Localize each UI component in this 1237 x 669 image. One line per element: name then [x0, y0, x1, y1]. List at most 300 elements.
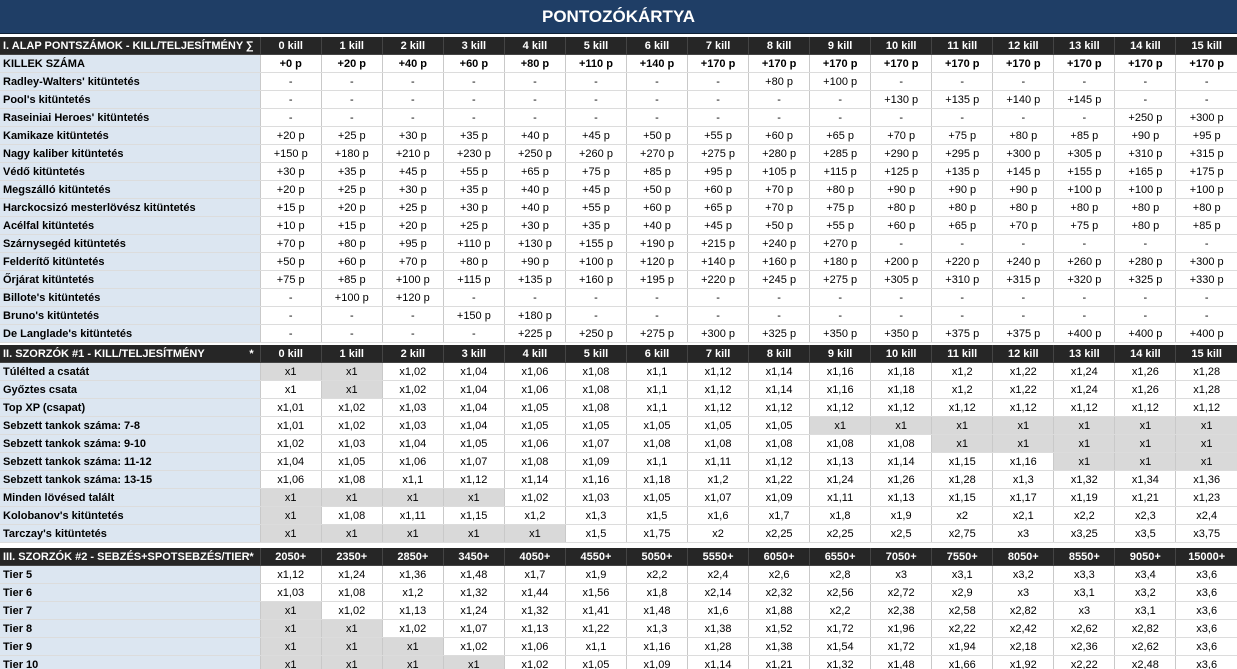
table-cell: - [565, 73, 626, 91]
table-cell: +350 p [871, 325, 932, 343]
table-cell: x1 [993, 435, 1054, 453]
table-cell: +140 p [688, 253, 749, 271]
column-header: 7550+ [932, 548, 993, 566]
table-cell: x1 [1054, 417, 1115, 435]
table-cell: x2,82 [993, 602, 1054, 620]
table-cell: - [688, 289, 749, 307]
table-cell: x1,22 [993, 363, 1054, 381]
table-cell: +40 p [626, 217, 687, 235]
table-cell: x2,25 [749, 525, 810, 543]
table-cell: x2,75 [932, 525, 993, 543]
column-header: 2050+ [260, 548, 321, 566]
table-cell: x1 [260, 507, 321, 525]
table-row [0, 91, 1237, 109]
table-cell: x1,48 [626, 602, 687, 620]
table-cell: x1,48 [443, 566, 504, 584]
table-cell: +70 p [260, 235, 321, 253]
table-cell: - [749, 289, 810, 307]
table-cell: +50 p [626, 181, 687, 199]
table-row [0, 399, 1237, 417]
table-cell: +170 p [871, 55, 932, 73]
section-header-row [0, 345, 1237, 363]
table-cell: - [626, 109, 687, 127]
table-cell: - [871, 109, 932, 127]
table-cell: x1,32 [810, 656, 871, 669]
table-cell: - [932, 109, 993, 127]
table-cell: x1,92 [993, 656, 1054, 669]
column-header: 5050+ [626, 548, 687, 566]
table-cell: x1,8 [810, 507, 871, 525]
table-cell: x1,24 [321, 566, 382, 584]
table-cell: x1,1 [382, 471, 443, 489]
table-cell: x1,23 [1176, 489, 1237, 507]
table-cell: x1 [321, 489, 382, 507]
table-cell: x1,12 [810, 399, 871, 417]
section-title-text: II. SZORZÓK #1 - KILL/TELJESÍTMÉNY [3, 347, 205, 360]
table-cell: x2,58 [932, 602, 993, 620]
table-cell: x1,16 [810, 363, 871, 381]
table-cell: +275 p [626, 325, 687, 343]
table-cell: x1,7 [749, 507, 810, 525]
table-cell: +170 p [932, 55, 993, 73]
table-cell: +155 p [565, 235, 626, 253]
table-cell: x1,12 [443, 471, 504, 489]
table-cell: - [932, 73, 993, 91]
column-header: 8 kill [749, 37, 810, 55]
table-cell: - [688, 109, 749, 127]
table-cell: x1,02 [382, 381, 443, 399]
column-header: 7 kill [688, 37, 749, 55]
column-header: 3 kill [443, 37, 504, 55]
table-cell: - [504, 73, 565, 91]
table-cell: - [565, 289, 626, 307]
table-cell: - [688, 91, 749, 109]
table-cell: +80 p [1115, 199, 1176, 217]
column-header: 13 kill [1054, 37, 1115, 55]
table-cell: +170 p [688, 55, 749, 73]
table-row [0, 127, 1237, 145]
row-label: Védő kitüntetés [0, 163, 260, 181]
table-cell: x1,9 [871, 507, 932, 525]
table-cell: x1,01 [260, 417, 321, 435]
row-label: Sebzett tankok száma: 7-8 [0, 417, 260, 435]
table-cell: +60 p [688, 181, 749, 199]
column-header: 10 kill [871, 37, 932, 55]
table-cell: x1 [382, 489, 443, 507]
table-row [0, 471, 1237, 489]
table-cell: x2,56 [810, 584, 871, 602]
table-cell: +300 p [993, 145, 1054, 163]
table-cell: +325 p [749, 325, 810, 343]
column-header: 6550+ [810, 548, 871, 566]
table-cell: +50 p [260, 253, 321, 271]
section-title [0, 37, 260, 55]
table-cell: - [810, 307, 871, 325]
row-label: De Langlade's kitüntetés [0, 325, 260, 343]
table-cell: x2,9 [932, 584, 993, 602]
table-cell: - [443, 91, 504, 109]
table-cell: x1,72 [871, 638, 932, 656]
table-cell: - [321, 325, 382, 343]
column-header: 13 kill [1054, 345, 1115, 363]
table-cell: +45 p [565, 127, 626, 145]
table-cell: - [382, 325, 443, 343]
table-cell: +110 p [443, 235, 504, 253]
table-cell: x1,04 [443, 417, 504, 435]
column-header: 5 kill [565, 37, 626, 55]
table-cell: x1,02 [321, 602, 382, 620]
table-cell: - [810, 289, 871, 307]
table-cell: x1,13 [382, 602, 443, 620]
table-cell: - [626, 289, 687, 307]
row-label: Győztes csata [0, 381, 260, 399]
table-cell: x1 [321, 525, 382, 543]
row-label: Tier 10 [0, 656, 260, 669]
table-cell: +80 p [1176, 199, 1237, 217]
table-row [0, 507, 1237, 525]
table-cell: +170 p [1115, 55, 1176, 73]
table-cell: x2,62 [1054, 620, 1115, 638]
table-cell: x3,4 [1115, 566, 1176, 584]
table-cell: +30 p [443, 199, 504, 217]
table-cell: x1,03 [565, 489, 626, 507]
table-cell: x1,18 [626, 471, 687, 489]
table-cell: x1,34 [1115, 471, 1176, 489]
table-cell: x1,94 [932, 638, 993, 656]
table-cell: - [626, 91, 687, 109]
table-cell: +150 p [260, 145, 321, 163]
table-cell: - [260, 91, 321, 109]
table-cell: +115 p [810, 163, 871, 181]
table-cell: x1,06 [504, 638, 565, 656]
table-cell: - [1176, 73, 1237, 91]
table-cell: +180 p [810, 253, 871, 271]
table-cell: x1,75 [626, 525, 687, 543]
table-cell: x1,36 [1176, 471, 1237, 489]
table-cell: x1,18 [871, 363, 932, 381]
table-cell: +85 p [1176, 217, 1237, 235]
table-cell: +115 p [443, 271, 504, 289]
table-cell: x1,05 [504, 399, 565, 417]
table-cell: +270 p [626, 145, 687, 163]
table-cell: x1,16 [626, 638, 687, 656]
table-cell: x2,38 [871, 602, 932, 620]
row-label: Top XP (csapat) [0, 399, 260, 417]
table-cell: +195 p [626, 271, 687, 289]
table-cell: +35 p [443, 181, 504, 199]
table-cell: +140 p [626, 55, 687, 73]
table-row [0, 325, 1237, 343]
table-cell: +110 p [565, 55, 626, 73]
table-cell: x3,6 [1176, 620, 1237, 638]
table-cell: +120 p [626, 253, 687, 271]
table-cell: +180 p [504, 307, 565, 325]
table-cell: +290 p [871, 145, 932, 163]
table-cell: - [443, 325, 504, 343]
table-cell: +325 p [1115, 271, 1176, 289]
section-title [0, 548, 260, 566]
table-cell: +60 p [749, 127, 810, 145]
table-cell: x1 [443, 489, 504, 507]
table-cell: x1,32 [1054, 471, 1115, 489]
section-header-row [0, 37, 1237, 55]
table-cell: +135 p [504, 271, 565, 289]
row-label: Pool's kitüntetés [0, 91, 260, 109]
table-cell: +230 p [443, 145, 504, 163]
row-label: Tier 7 [0, 602, 260, 620]
table-cell: x3,1 [1054, 584, 1115, 602]
table-cell: - [321, 73, 382, 91]
table-cell: x1 [260, 602, 321, 620]
table-row [0, 638, 1237, 656]
table-cell: x3,5 [1115, 525, 1176, 543]
table-cell: x2,22 [932, 620, 993, 638]
table-cell: x1,15 [443, 507, 504, 525]
column-header: 12 kill [993, 37, 1054, 55]
section-title [0, 345, 260, 363]
table-cell: x1,6 [688, 507, 749, 525]
column-header: 9 kill [810, 345, 871, 363]
table-row [0, 145, 1237, 163]
table-cell: x2,3 [1115, 507, 1176, 525]
table-cell: - [626, 307, 687, 325]
table-cell: +210 p [382, 145, 443, 163]
table-cell: x1,02 [382, 620, 443, 638]
table-cell: +40 p [504, 127, 565, 145]
table-cell: x2,82 [1115, 620, 1176, 638]
table-cell: x1 [1176, 417, 1237, 435]
table-cell: +25 p [443, 217, 504, 235]
column-header: 6 kill [626, 37, 687, 55]
table-cell: x1,12 [871, 399, 932, 417]
table-cell: - [1176, 289, 1237, 307]
table-cell: +90 p [932, 181, 993, 199]
table-cell: +140 p [993, 91, 1054, 109]
table-cell: - [1176, 307, 1237, 325]
table-cell: +15 p [321, 217, 382, 235]
table-cell: - [1054, 307, 1115, 325]
table-cell: +25 p [321, 181, 382, 199]
table-cell: x1,2 [932, 363, 993, 381]
table-cell: x2,32 [749, 584, 810, 602]
table-cell: x2,8 [810, 566, 871, 584]
table-cell: x1,16 [993, 453, 1054, 471]
table-cell: x1,08 [871, 435, 932, 453]
table-cell: - [993, 235, 1054, 253]
table-cell: +60 p [626, 199, 687, 217]
table-cell: +200 p [871, 253, 932, 271]
table-cell: x1,38 [688, 620, 749, 638]
table-cell: x1,38 [749, 638, 810, 656]
table-cell: +0 p [260, 55, 321, 73]
table-cell: +100 p [1115, 181, 1176, 199]
section-table-3 [0, 548, 1237, 669]
row-label: Bruno's kitüntetés [0, 307, 260, 325]
table-cell: x1 [1115, 453, 1176, 471]
table-cell: x3,1 [1115, 602, 1176, 620]
table-cell: x1,14 [749, 381, 810, 399]
table-cell: x2 [932, 507, 993, 525]
table-cell: +305 p [1054, 145, 1115, 163]
row-label: KILLEK SZÁMA [0, 55, 260, 73]
table-row [0, 199, 1237, 217]
table-cell: +70 p [749, 181, 810, 199]
table-cell: - [810, 109, 871, 127]
table-cell: x1,52 [749, 620, 810, 638]
table-cell: x1,01 [260, 399, 321, 417]
table-cell: +45 p [565, 181, 626, 199]
table-cell: x2,6 [749, 566, 810, 584]
table-cell: +80 p [321, 235, 382, 253]
table-cell: x1,02 [321, 417, 382, 435]
table-cell: x1,32 [443, 584, 504, 602]
table-cell: x1 [932, 417, 993, 435]
table-cell: +40 p [504, 199, 565, 217]
table-cell: +65 p [810, 127, 871, 145]
row-label: Túlélted a csatát [0, 363, 260, 381]
row-label: Tier 9 [0, 638, 260, 656]
table-cell: - [993, 73, 1054, 91]
table-row [0, 235, 1237, 253]
table-cell: x1,03 [260, 584, 321, 602]
table-cell: - [382, 91, 443, 109]
table-cell: x1 [321, 620, 382, 638]
table-cell: +75 p [565, 163, 626, 181]
table-cell: - [932, 289, 993, 307]
row-label: Sebzett tankok száma: 11-12 [0, 453, 260, 471]
table-cell: x3 [993, 584, 1054, 602]
table-cell: x1 [321, 381, 382, 399]
table-cell: x1,2 [504, 507, 565, 525]
table-cell: - [1054, 73, 1115, 91]
table-cell: x1,13 [504, 620, 565, 638]
table-cell: +30 p [382, 181, 443, 199]
table-cell: +95 p [382, 235, 443, 253]
table-cell: +60 p [321, 253, 382, 271]
table-cell: x1,48 [871, 656, 932, 669]
table-cell: +40 p [382, 55, 443, 73]
table-cell: x1,18 [871, 381, 932, 399]
column-header: 5550+ [688, 548, 749, 566]
table-row [0, 73, 1237, 91]
table-cell: +30 p [504, 217, 565, 235]
table-cell: x1,08 [626, 435, 687, 453]
table-cell: - [626, 73, 687, 91]
table-cell: - [932, 307, 993, 325]
table-cell: x1,32 [504, 602, 565, 620]
table-cell: x1,2 [932, 381, 993, 399]
table-cell: +80 p [932, 199, 993, 217]
table-cell: x1,12 [688, 363, 749, 381]
table-cell: x1,44 [504, 584, 565, 602]
table-cell: x1,08 [321, 584, 382, 602]
column-header: 11 kill [932, 345, 993, 363]
table-cell: x1,24 [810, 471, 871, 489]
table-cell: x1 [1115, 417, 1176, 435]
table-cell: - [688, 307, 749, 325]
table-cell: +90 p [1115, 127, 1176, 145]
table-cell: x1,14 [688, 656, 749, 669]
table-cell: x2,36 [1054, 638, 1115, 656]
table-cell: - [749, 109, 810, 127]
table-cell: x1,08 [565, 381, 626, 399]
table-cell: +250 p [565, 325, 626, 343]
column-header: 0 kill [260, 37, 321, 55]
row-label: Tarczay's kitüntetés [0, 525, 260, 543]
table-row [0, 602, 1237, 620]
row-label: Acélfal kitüntetés [0, 217, 260, 235]
table-cell: +160 p [565, 271, 626, 289]
table-row [0, 217, 1237, 235]
table-cell: x1,07 [443, 453, 504, 471]
table-cell: +30 p [260, 163, 321, 181]
table-cell: +20 p [321, 55, 382, 73]
column-header: 7 kill [688, 345, 749, 363]
table-cell: +270 p [810, 235, 871, 253]
table-cell: x1 [443, 525, 504, 543]
table-cell: +70 p [749, 199, 810, 217]
table-cell: +85 p [626, 163, 687, 181]
table-cell: x1 [810, 417, 871, 435]
column-header: 9050+ [1115, 548, 1176, 566]
table-cell: x3 [1054, 602, 1115, 620]
table-cell: - [1115, 289, 1176, 307]
row-label: Kamikaze kitüntetés [0, 127, 260, 145]
table-cell: +260 p [1054, 253, 1115, 271]
table-cell: x1,08 [749, 435, 810, 453]
table-cell: x1,1 [565, 638, 626, 656]
table-cell: x1,05 [565, 417, 626, 435]
table-cell: x1,05 [688, 417, 749, 435]
table-cell: - [1115, 235, 1176, 253]
table-cell: +135 p [932, 91, 993, 109]
table-row [0, 55, 1237, 73]
table-cell: x1,28 [688, 638, 749, 656]
row-label: Tier 5 [0, 566, 260, 584]
table-cell: - [260, 307, 321, 325]
table-cell: +25 p [321, 127, 382, 145]
row-label: Radley-Walters' kitüntetés [0, 73, 260, 91]
table-cell: +120 p [382, 289, 443, 307]
column-header: 6 kill [626, 345, 687, 363]
table-cell: +65 p [504, 163, 565, 181]
table-cell: x1 [260, 489, 321, 507]
table-cell: x1,14 [749, 363, 810, 381]
table-cell: +100 p [321, 289, 382, 307]
table-cell: x1,03 [382, 399, 443, 417]
table-cell: - [871, 307, 932, 325]
table-cell: x1,08 [565, 399, 626, 417]
table-cell: x1,3 [626, 620, 687, 638]
table-cell: +55 p [565, 199, 626, 217]
row-label: Szárnysegéd kitüntetés [0, 235, 260, 253]
table-cell: x1,8 [626, 584, 687, 602]
table-cell: x1,08 [504, 453, 565, 471]
table-cell: +400 p [1115, 325, 1176, 343]
table-cell: +80 p [749, 73, 810, 91]
table-cell: x1,08 [688, 435, 749, 453]
table-cell: - [810, 91, 871, 109]
table-cell: x1,28 [932, 471, 993, 489]
row-label: Tier 8 [0, 620, 260, 638]
table-cell: x1,08 [810, 435, 871, 453]
row-label: Harckocsizó mesterlövész kitüntetés [0, 199, 260, 217]
table-cell: x1,11 [810, 489, 871, 507]
table-cell: x1,16 [565, 471, 626, 489]
column-header: 1 kill [321, 37, 382, 55]
table-cell: +330 p [1176, 271, 1237, 289]
table-cell: x1,1 [626, 399, 687, 417]
